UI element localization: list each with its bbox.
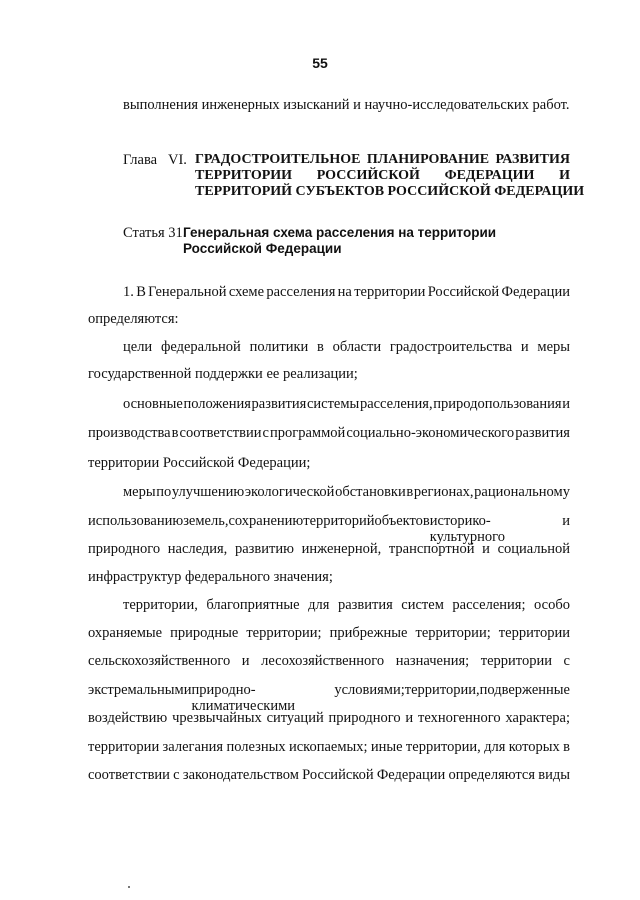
body-line: 1. В Генеральной схеме расселения на территории Российской Федерации xyxy=(123,284,570,300)
chapter-title-line-2 xyxy=(195,168,570,184)
body-line: меры по улучшению экологической обстановки в регионах, рациональному xyxy=(123,484,570,500)
body-line: государственной поддержки ее реализации; xyxy=(88,366,358,382)
chapter-number: VI. xyxy=(168,152,187,168)
chapter-title-word: РОССИЙСКОЙ xyxy=(316,168,420,183)
article-title-line-1: Генеральная схема расселения на территории xyxy=(183,225,497,240)
chapter-title-word: ТЕРРИТОРИИ xyxy=(195,168,293,183)
body-line: сельскохозяйственного и лесохозяйственного назначения; территории с xyxy=(88,653,570,669)
page-number: 55 xyxy=(312,55,328,71)
body-line: инфраструктур федерального значения; xyxy=(88,569,333,585)
body-line: определяются: xyxy=(88,311,179,327)
chapter-title-line-1 xyxy=(195,152,570,168)
body-line: цели федеральной политики в области градостроительства и меры xyxy=(123,339,570,355)
body-line: территории залегания полезных ископаемых; иные территории, для которых в xyxy=(88,739,570,755)
body-line: использованию земель, сохранению территорий объектов историко-культурного и xyxy=(88,513,570,545)
chapter-label: Глава xyxy=(123,152,158,168)
chapter-title-line-3 xyxy=(195,184,585,200)
chapter-title-word: ТЕРРИТОРИЙ СУБЪЕКТОВ РОССИЙСКОЙ ФЕДЕРАЦИИ xyxy=(195,184,585,199)
chapter-title-word: И xyxy=(559,168,570,183)
chapter-title-word: ФЕДЕРАЦИИ xyxy=(444,168,535,183)
chapter-title-word: РАЗВИТИЯ xyxy=(495,152,570,167)
article-title xyxy=(183,225,496,257)
body-line: территории, благоприятные для развития систем расселения; особо xyxy=(123,597,570,613)
intro-line: выполнения инженерных изысканий и научно-исследовательских работ. xyxy=(123,97,570,113)
chapter-title-word: ПЛАНИРОВАНИЕ xyxy=(366,152,490,167)
body-line: территории Российской Федерации; xyxy=(88,455,311,471)
body-line: воздействию чрезвычайных ситуаций природного и техногенного характера; xyxy=(88,710,570,726)
body-line: соответствии с законодательством Российской Федерации определяются виды xyxy=(88,767,570,783)
body-line: основные положения развития системы расселения, природопользования и xyxy=(123,396,570,412)
body-line: природного наследия, развитию инженерной, транспортной и социальной xyxy=(88,541,570,557)
body-line: охраняемые природные территории; прибрежные территории; территории xyxy=(88,625,570,641)
chapter-title-word: ГРАДОСТРОИТЕЛЬНОЕ xyxy=(195,152,361,167)
chapter-title xyxy=(195,152,585,200)
body-line: экстремальными природно-климатическими условиями; территории, подверженные xyxy=(88,682,570,714)
article-title-line-2: Российской Федерации xyxy=(183,241,342,256)
article-label: Статья 31. xyxy=(123,225,187,241)
body-line: производства в соответствии с программой социально-экономического развития xyxy=(88,425,570,441)
scan-speck xyxy=(128,886,130,888)
